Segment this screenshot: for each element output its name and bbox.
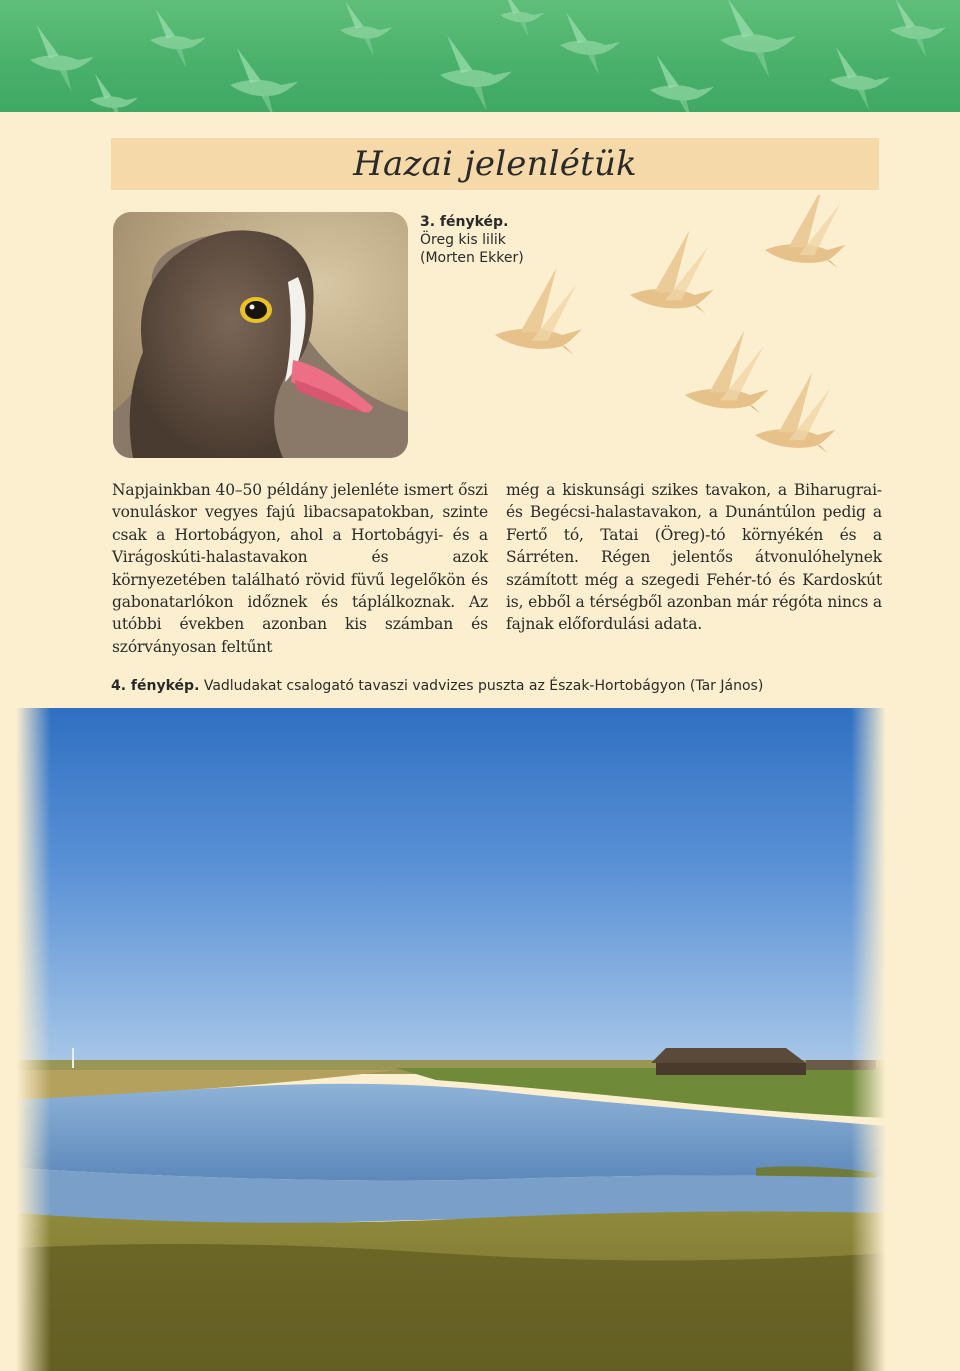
photo1-caption-line2: (Morten Ekker) <box>420 250 524 266</box>
photo-goose-head <box>113 212 408 458</box>
section-title-bar <box>111 138 879 190</box>
photo1-caption-line1: Öreg kis lilik <box>420 232 506 248</box>
wetland-landscape-illustration <box>16 708 886 1371</box>
photo2-caption-text: Vadludakat csalogató tavaszi vadvizes puszta az Észak-Hortobágyon (Tar János) <box>199 678 764 694</box>
photo-wetland-landscape <box>16 708 886 1371</box>
photo1-caption-number: 3. fénykép. <box>420 214 509 230</box>
tan-geese-icon <box>465 195 885 485</box>
goose-head-illustration <box>113 212 408 458</box>
body-text-right-column: még a kiskunsági szikes tavakon, a Biharugrai- és Begécsi-halastavakon, a Dunántúlon pedig a Fertő tó, Tatai (Öreg)-tó környékén és a Sárréten. Régen jelentős átvonulóhelynek számított még a szegedi Fehér-tó és Kardoskút is, ebből a térségből azonban már régóta nincs a fajnak előfordulási adata. <box>506 481 882 634</box>
geese-banner-illustration <box>0 0 960 112</box>
geese-flock-illustration <box>465 195 885 485</box>
body-text-left-column: Napjainkban 40–50 példány jelenléte ismert őszi vonuláskor vegyes fajú libacsapatokban, szinte csak a Hortobágyon, ahol a Hortobágyi- és a Virágoskúti-halastavakon és azok környezetében található rövid füvű legelőkön és gabonatarlókon időznek és táplálkoznak. Az utóbbi években azonban kis számban és szórványosan feltűnt <box>112 481 488 656</box>
page-title: Hazai jelenlétük <box>353 144 637 184</box>
photo2-caption-number: 4. fénykép. <box>111 678 200 694</box>
photo2-caption <box>111 678 891 694</box>
top-banner-geese <box>0 0 960 112</box>
